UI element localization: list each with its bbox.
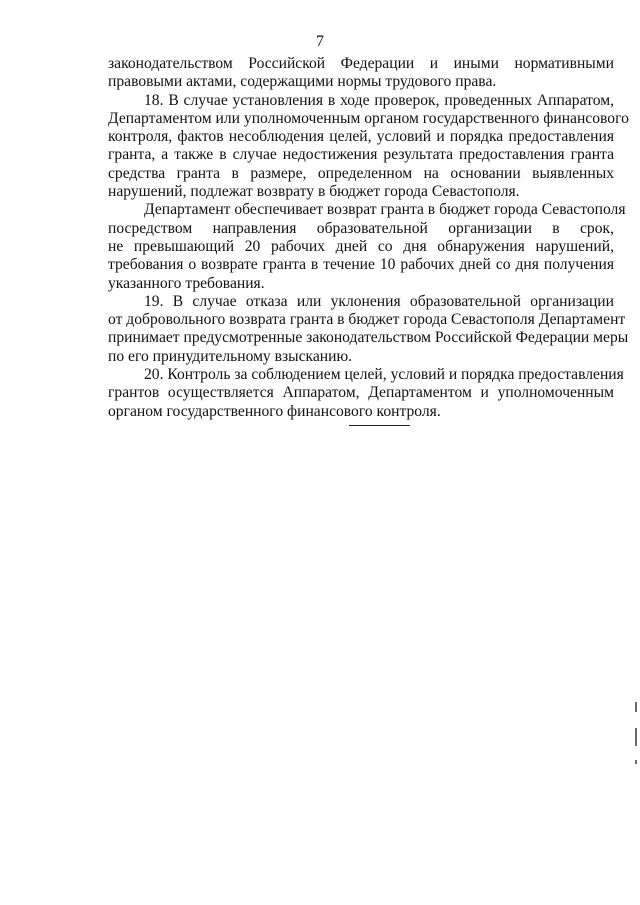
text-line: органом государственного финансового контроля. xyxy=(108,402,441,420)
scan-edge-mark xyxy=(635,760,637,764)
text-line: 18. В случае установления в ходе проверок, проведенных Аппаратом, xyxy=(144,91,614,109)
text-line: гранта, а также в случае недостижения результата предоставления гранта xyxy=(108,146,614,164)
text-line: нарушений, подлежат возврату в бюджет города Севастополя. xyxy=(108,183,520,201)
text-line: 19. В случае отказа или уклонения образовательной организации xyxy=(144,292,614,310)
text-line: контроля, фактов несоблюдения целей, условий и порядка предоставления xyxy=(108,128,614,146)
text-line: правовыми актами, содержащими нормы трудового права. xyxy=(108,73,497,91)
text-line: не превышающий 20 рабочих дней со дня обнаружения нарушений, xyxy=(108,237,614,255)
text-line: посредством направления образовательной организации в срок, xyxy=(108,219,614,237)
text-line: грантов осуществляется Аппаратом, Департаментом и уполномоченным xyxy=(108,384,614,402)
paragraph-20 xyxy=(108,366,624,421)
text-line: принимает предусмотренные законодательством Российской Федерации меры xyxy=(108,329,629,347)
text-line: средства гранта в размере, определенном на основании выявленных xyxy=(108,164,614,182)
paragraph-19 xyxy=(108,292,629,366)
paragraph-18 xyxy=(108,91,629,202)
text-line: Департаментом или уполномоченным органом государственного финансового xyxy=(108,109,629,127)
paragraph-continuation xyxy=(108,55,614,92)
text-line: законодательством Российской Федерации и иными нормативными xyxy=(108,55,614,72)
text-line: 20. Контроль за соблюдением целей, условий и порядка предоставления xyxy=(144,366,624,384)
scan-edge-mark xyxy=(635,728,637,746)
scan-edge-mark xyxy=(635,702,637,712)
paragraph-grant-return xyxy=(108,201,626,292)
text-line: требования о возврате гранта в течение 10 рабочих дней со дня получения xyxy=(108,256,614,274)
text-line: от добровольного возврата гранта в бюджет города Севастополя Департамент xyxy=(108,311,626,329)
end-separator-line xyxy=(349,425,410,426)
text-line: по его принудительному взысканию. xyxy=(108,347,353,365)
page-number: 7 xyxy=(316,33,324,50)
text-line: Департамент обеспечивает возврат гранта в бюджет города Севастополя xyxy=(144,201,626,219)
document-body xyxy=(108,55,629,421)
text-line: указанного требования. xyxy=(108,274,265,292)
